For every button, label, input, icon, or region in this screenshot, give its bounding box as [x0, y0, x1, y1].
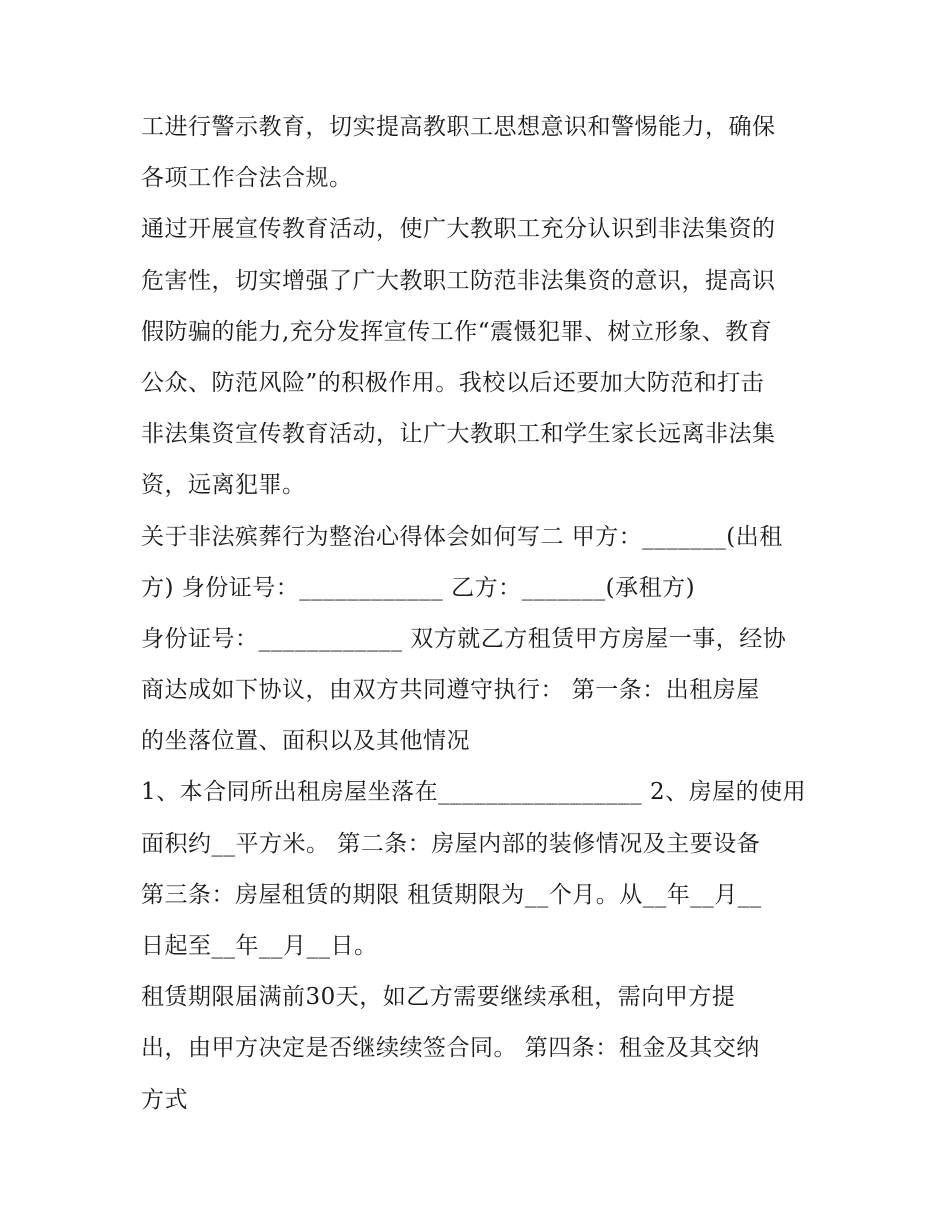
text-line-10: 方) 身份证号：____________ 乙方：_______(承租方) [141, 574, 696, 601]
document-body [141, 102, 821, 1126]
text-line-4: 危害性，切实增强了广大教职工防范非法集资的意识，提高识 [141, 267, 776, 294]
text-line-17: 日起至__年__月__日。 [141, 933, 378, 959]
text-line-3: 通过开展宣传教育活动，使广大教职工充分认识到非法集资的 [141, 216, 776, 243]
text-line-13: 的坐落位置、面积以及其他情况 [141, 728, 470, 755]
text-line-8: 资，远离犯罪。 [141, 472, 306, 499]
text-line-20: 方式 [141, 1086, 188, 1113]
text-line-1: 工进行警示教育，切实提高教职工思想意识和警惕能力，确保 [141, 114, 776, 140]
text-line-19: 出，由甲方决定是否继续续签合同。 第四条：租金及其交纳 [141, 1035, 760, 1062]
text-line-11: 身份证号：____________ 双方就乙方租赁甲方房屋一事，经协 [141, 625, 787, 652]
text-line-18: 租赁期限届满前30天，如乙方需要继续承租，需向甲方提 [141, 984, 736, 1011]
text-line-9: 关于非法殡葬行为整治心得体会如何写二 甲方：_______(出租 [141, 523, 783, 550]
text-line-15: 面积约__平方米。 第二条：房屋内部的装修情况及主要设备 [141, 830, 761, 857]
text-line-12: 商达成如下协议，由双方共同遵守执行： 第一条：出租房屋 [141, 677, 760, 704]
text-line-16: 第三条：房屋租赁的期限 租赁期限为__个月。从__年__月__ [141, 881, 762, 908]
text-line-5: 假防骗的能力,充分发挥宣传工作“震慑犯罪、树立形象、教育 [141, 318, 773, 345]
text-line-14: 1、本合同所出租房屋坐落在_________________ 2、房屋的使用 [141, 779, 807, 806]
text-line-7: 非法集资宣传教育活动，让广大教职工和学生家长远离非法集 [141, 421, 776, 448]
text-line-6: 公众、防范风险”的积极作用。我校以后还要加大防范和打击 [141, 369, 765, 396]
text-line-2: 各项工作合法合规。 [141, 165, 353, 192]
